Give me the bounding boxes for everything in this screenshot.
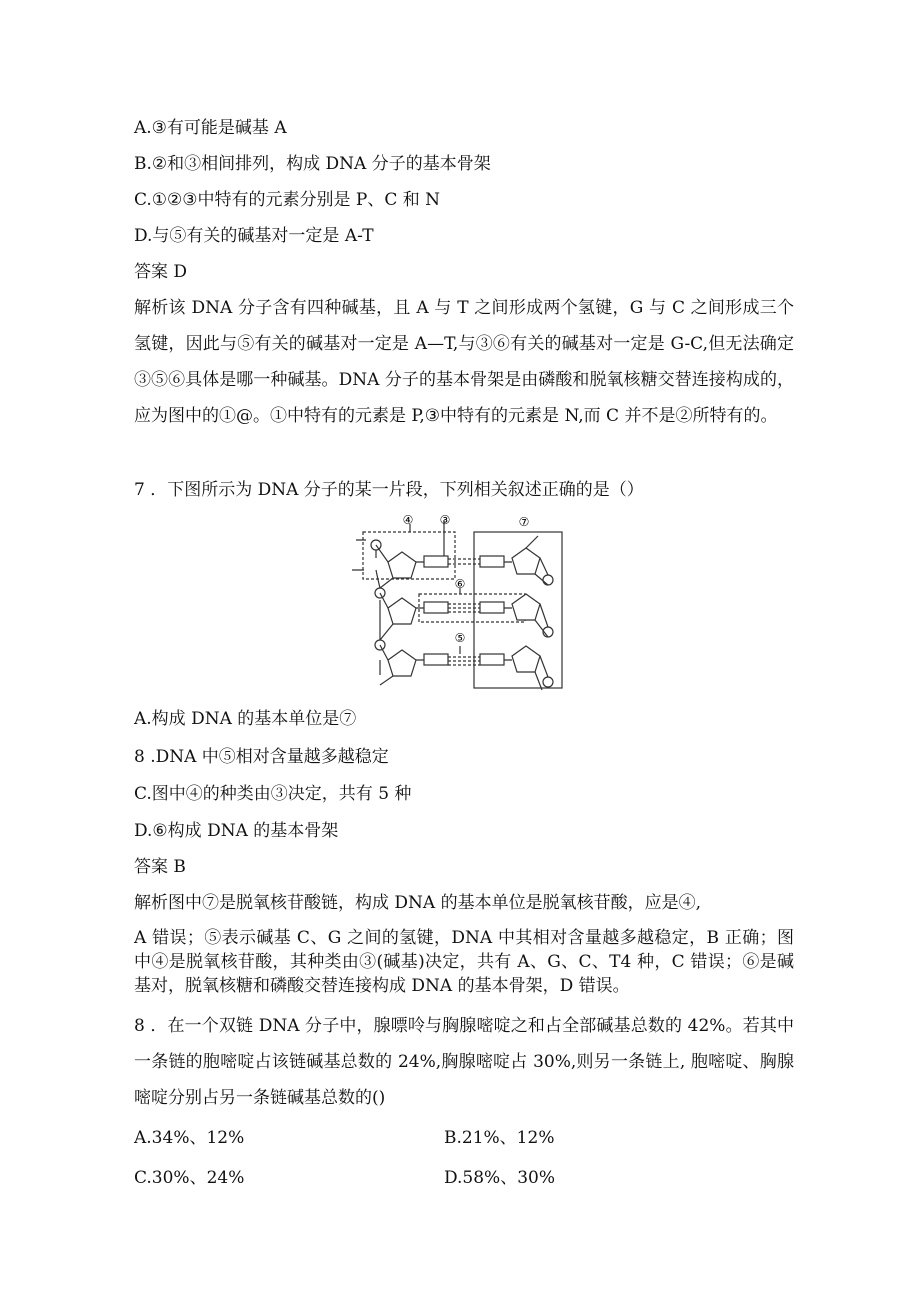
q7-option-b: 8 .DNA 中⑤相对含量越多越稳定	[134, 747, 389, 767]
q7-stem: 7 ．下图所示为 DNA 分子的某一片段，下列相关叙述正确的是（）	[134, 480, 644, 500]
q7-analysis-2: A 错误；⑤表示碱基 C、G 之间的氢键，DNA 中其相对含量越多越稳定，B 正确；图中④是脱氧核苷酸，其种类由③(碱基)决定，共有 A、G、C、T4 种，C 错误；⑥是碱基对，脱氧核糖和磷酸交替连接构成 DNA 的基本骨架，D 错误。	[134, 928, 794, 996]
q6-option-d: D.与⑤有关的碱基对一定是 A-T	[134, 226, 374, 246]
q8-option-d: D.58%、30%	[444, 1168, 555, 1188]
q8-option-b: B.21%、12%	[444, 1128, 555, 1148]
q8-option-c: C.30%、24%	[134, 1168, 245, 1188]
q6-answer: 答案 D	[134, 262, 188, 282]
q7-analysis-1: 解析图中⑦是脱氧核苷酸链，构成 DNA 的基本单位是脱氧核苷酸，应是④,	[134, 893, 701, 913]
dna-structure-figure	[352, 510, 582, 695]
q6-option-a: A.③有可能是碱基 A	[134, 118, 287, 138]
q6-option-c: C.①②③中特有的元素分别是 P、C 和 N	[134, 190, 441, 210]
label-7: ⑦	[518, 515, 530, 529]
q6-option-b: B.②和③相间排列，构成 DNA 分子的基本骨架	[134, 154, 491, 174]
label-5: ⑤	[454, 631, 466, 645]
label-4: ④	[402, 513, 414, 527]
q6-analysis: 解析该 DNA 分子含有四种碱基，且 A 与 T 之间形成两个氢键，G 与 C 之间形成三个氢键，因此与⑤有关的碱基对一定是 A—T,与③⑥有关的碱基对一定是 G-C,但无法确定③⑤⑥具体是哪一种碱基。DNA 分子的基本骨架是由磷酸和脱氧核糖交替连接构成的，应为图中的①@。①中特有的元素是 P,③中特有的元素是 N,而 C 并不是②所特有的。	[134, 298, 794, 426]
q7-answer: 答案 B	[134, 857, 186, 877]
q7-option-d: D.⑥构成 DNA 的基本骨架	[134, 821, 339, 841]
label-6: ⑥	[454, 577, 466, 591]
q7-option-c: C.图中④的种类由③决定，共有 5 种	[134, 784, 412, 804]
q8-option-a: A.34%、12%	[134, 1128, 245, 1148]
q7-option-a: A.构成 DNA 的基本单位是⑦	[134, 709, 357, 729]
label-3: ③	[439, 513, 451, 527]
q8-stem: 8 ．在一个双链 DNA 分子中，腺嘌呤与胸腺嘧啶之和占全部碱基总数的 42%。若其中一条链的胞嘧啶占该链碱基总数的 24%,胸腺嘧啶占 30%,则另一条链上, 胞嘧啶、胸腺嘧啶分别占另一条链碱基总数的()	[134, 1016, 794, 1108]
